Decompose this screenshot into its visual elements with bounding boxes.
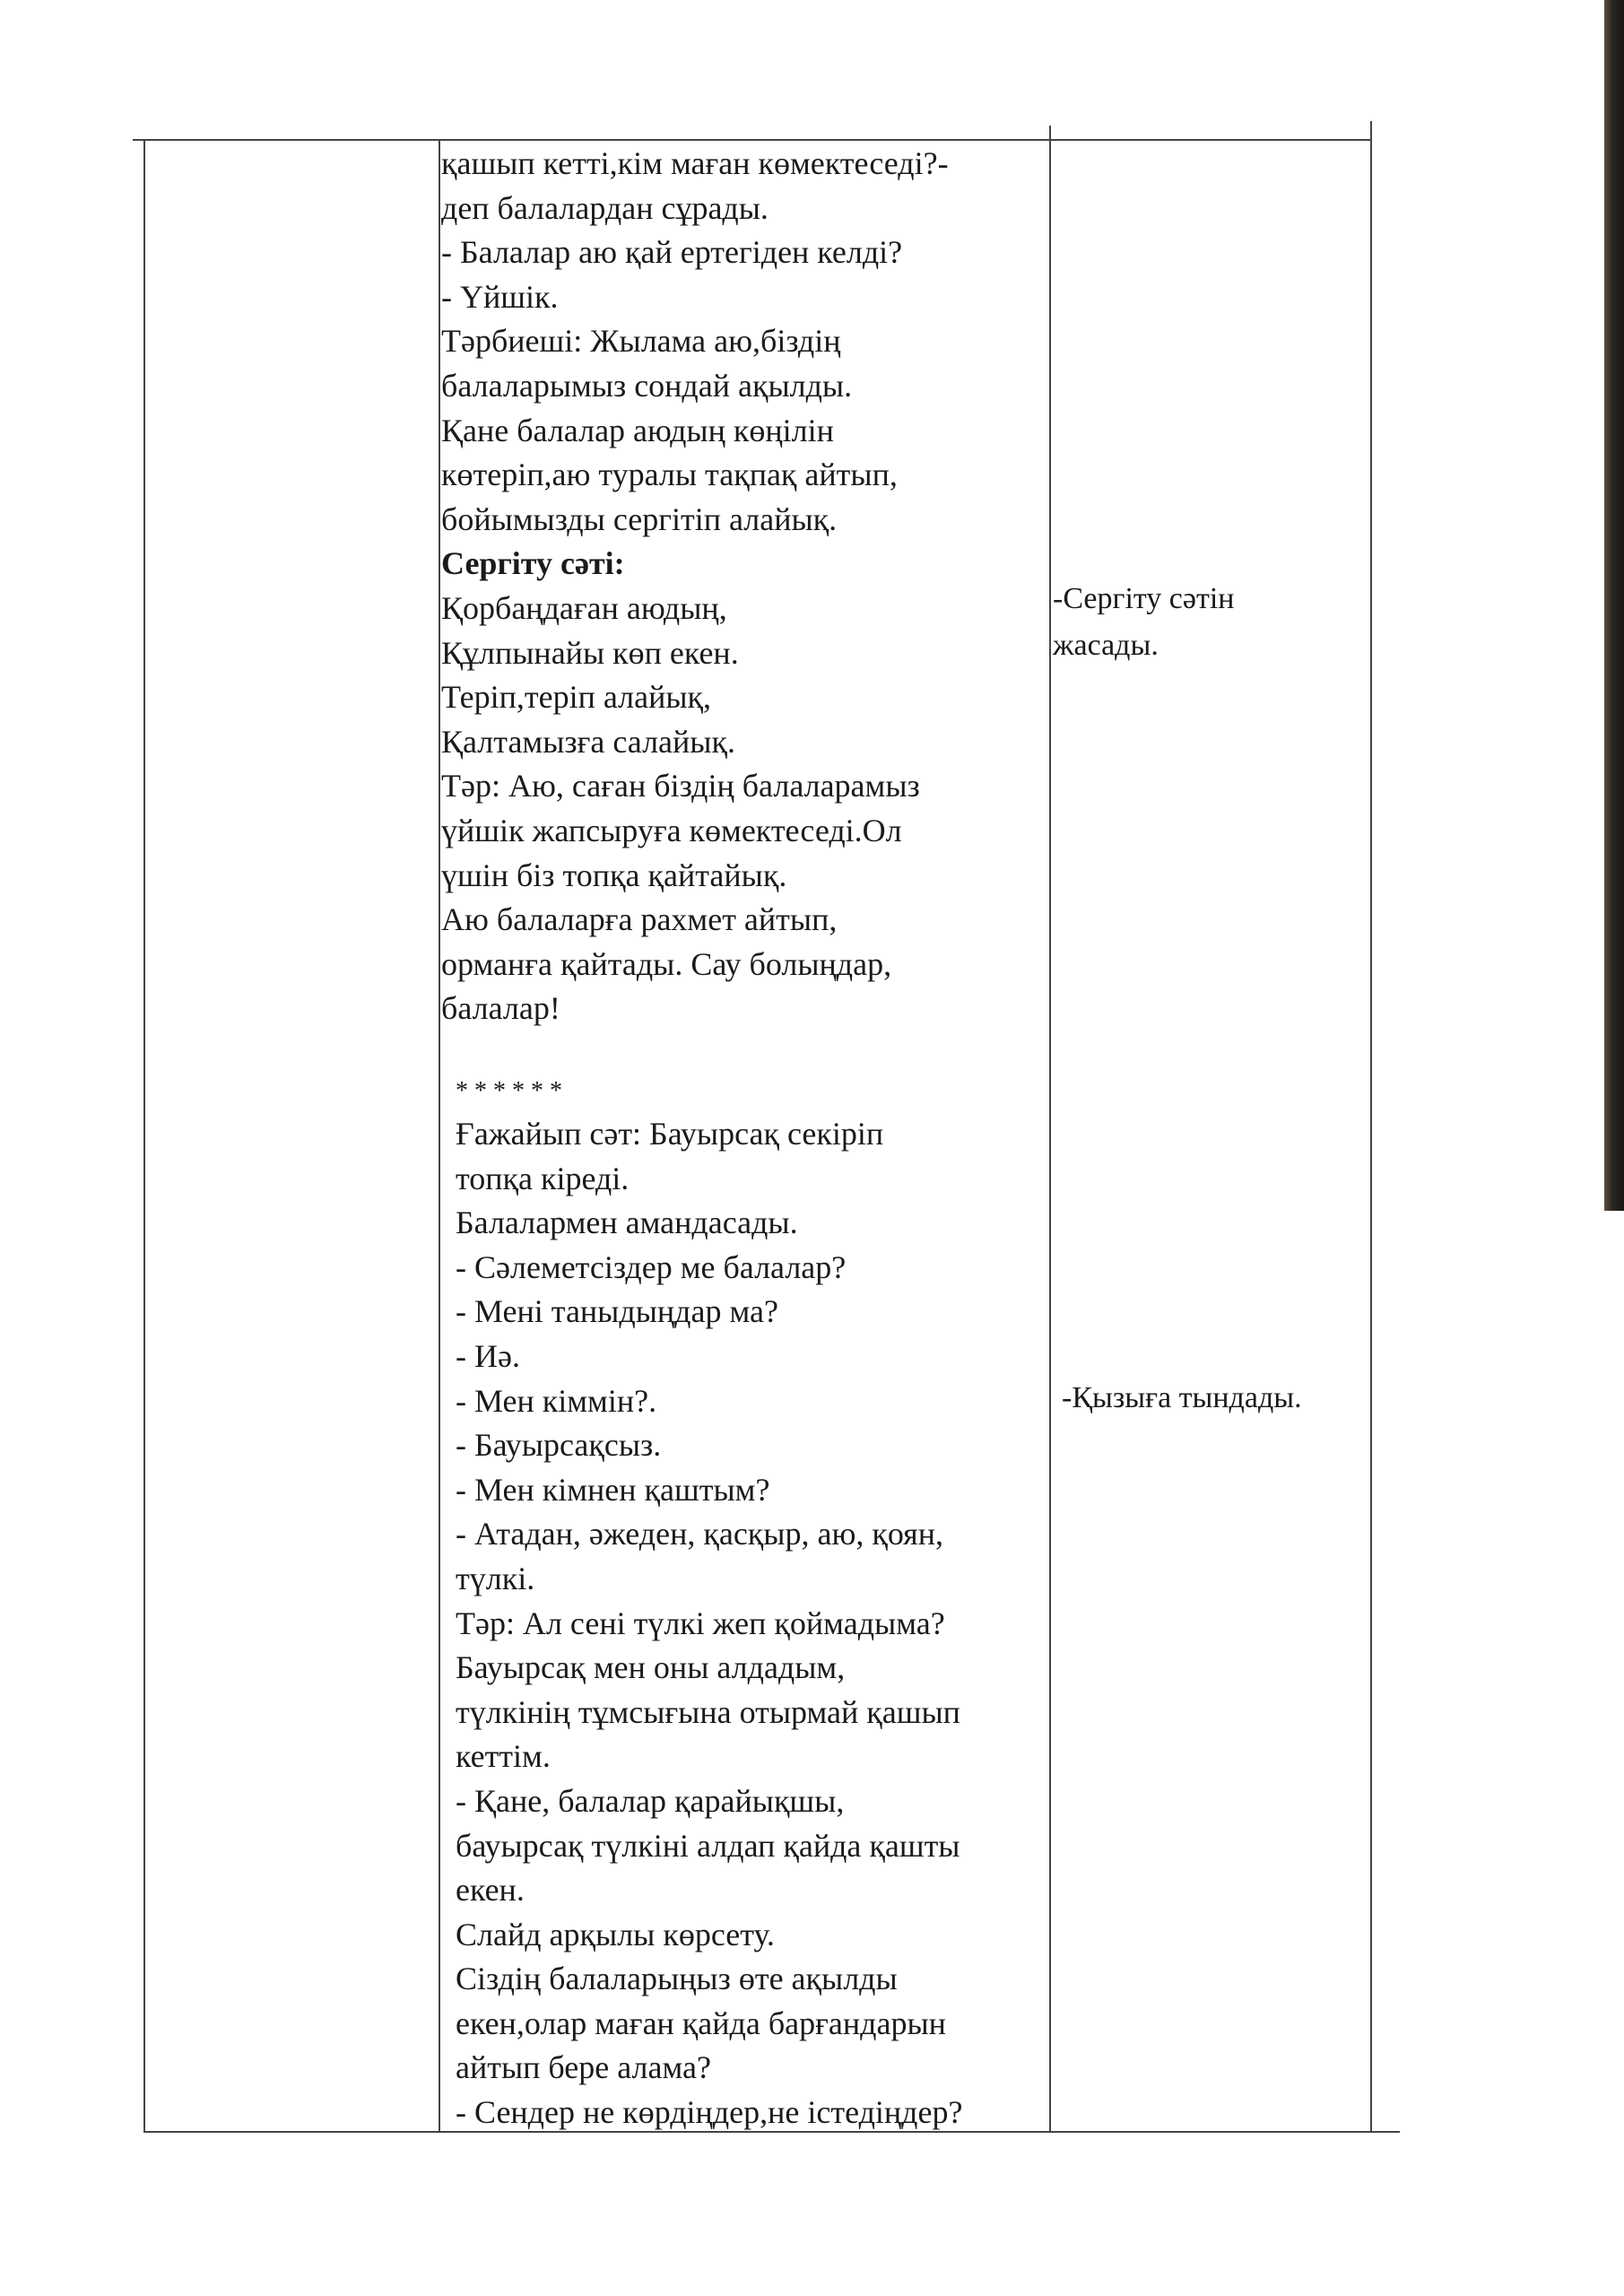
right-note-listened bbox=[1062, 1376, 1302, 1421]
text-line: балаларымыз сондай ақылды. bbox=[441, 367, 853, 404]
text-line: Қалтамызға салайық. bbox=[441, 723, 735, 760]
text-line: екен,олар маған қайда барғандарын bbox=[456, 2005, 946, 2041]
text-line: - Қане, балалар қарайықшы, bbox=[456, 1782, 845, 1819]
table-right-border bbox=[1370, 121, 1372, 2132]
text-line: Аю балаларға рахмет айтып, bbox=[441, 901, 838, 938]
text-line: бауырсақ түлкіні алдап қайда қашты bbox=[456, 1827, 960, 1864]
text-line: -Қызыға тындады. bbox=[1062, 1381, 1302, 1414]
text-line: -Сергіту сәтін bbox=[1053, 582, 1235, 615]
text-line: Қане балалар аюдың көңілін bbox=[441, 412, 834, 448]
text-line: Слайд арқылы көрсету. bbox=[456, 1916, 775, 1952]
text-line: орманға қайтады. Сау болыңдар, bbox=[441, 945, 892, 982]
text-line: - Бауырсақсыз. bbox=[456, 1427, 662, 1464]
table-left-border bbox=[143, 139, 145, 2132]
text-line: балалар! bbox=[441, 990, 560, 1027]
text-line: Құлпынайы көп екен. bbox=[441, 634, 739, 671]
text-line: қашып кетті,кім маған көмектеседі?- bbox=[441, 145, 949, 181]
text-line: бойымызды сергітіп алайық. bbox=[441, 500, 838, 537]
text-line: айтып бере алама? bbox=[456, 2049, 711, 2086]
table-divider-2 bbox=[1049, 126, 1051, 2132]
text-line: түлкінің тұмсығына отырмай қашып bbox=[456, 1693, 960, 1730]
text-line: - Мен кіммін?. bbox=[456, 1382, 657, 1419]
text-line: деп балалардан сұрады. bbox=[441, 189, 769, 226]
text-line: Сіздің балаларыңыз өте ақылды bbox=[456, 1961, 898, 1997]
scan-page-edge bbox=[1604, 0, 1624, 1211]
text-line: Қорбаңдаған аюдың, bbox=[441, 589, 727, 626]
table-top-border bbox=[133, 139, 1370, 141]
text-line: екен. bbox=[456, 1872, 525, 1909]
text-line: Тәрбиеші: Жылама аю,біздің bbox=[441, 323, 841, 360]
text-line: - Мен кімнен қаштым? bbox=[456, 1471, 770, 1508]
text-line: Тәр: Аю, саған біздің балаларамыз bbox=[441, 768, 920, 804]
text-line: топқа кіреді. bbox=[456, 1160, 630, 1196]
text-line: - Үйшік. bbox=[441, 278, 559, 315]
text-line: Теріп,теріп алайық, bbox=[441, 679, 712, 716]
text-line: Бауырсақ мен оны алдадым, bbox=[456, 1649, 846, 1686]
table-divider-1 bbox=[439, 139, 440, 2132]
text-line: - Иә. bbox=[456, 1337, 520, 1374]
right-note-sergitu bbox=[1053, 576, 1235, 669]
text-line: - Сәлеметсіздер ме балалар? bbox=[456, 1248, 847, 1285]
text-line: - Атадан, әжеден, қасқыр, аю, қоян, bbox=[456, 1516, 943, 1552]
separator-stars: * * * * * * bbox=[456, 1077, 562, 1105]
text-line: Ғажайып сәт: Бауырсақ секіріп bbox=[456, 1116, 884, 1152]
text-line: - Мені таныдыңдар ма? bbox=[456, 1293, 778, 1330]
lesson-text-top bbox=[441, 142, 949, 1031]
text-line: түлкі. bbox=[456, 1560, 535, 1596]
lesson-text-bottom bbox=[456, 1112, 962, 2135]
text-line: көтеріп,аю туралы тақпақ айтып, bbox=[441, 457, 898, 493]
text-line: Тәр: Ал сені түлкі жеп қоймадыма? bbox=[456, 1605, 945, 1641]
text-line: кеттім. bbox=[456, 1738, 551, 1775]
text-line: - Балалар аю қай ертегіден келді? bbox=[441, 234, 903, 271]
text-line: үйшік жапсыруға көмектеседі.Ол bbox=[441, 812, 902, 848]
text-line: Балалармен амандасады. bbox=[456, 1205, 798, 1241]
text-line: үшін біз топқа қайтайық. bbox=[441, 857, 787, 893]
text-line: - Сендер не көрдіңдер,не істедіңдер? bbox=[456, 2094, 963, 2131]
sergitu-heading: Сергіту сәті: bbox=[441, 545, 625, 582]
text-line: жасады. bbox=[1053, 629, 1159, 662]
